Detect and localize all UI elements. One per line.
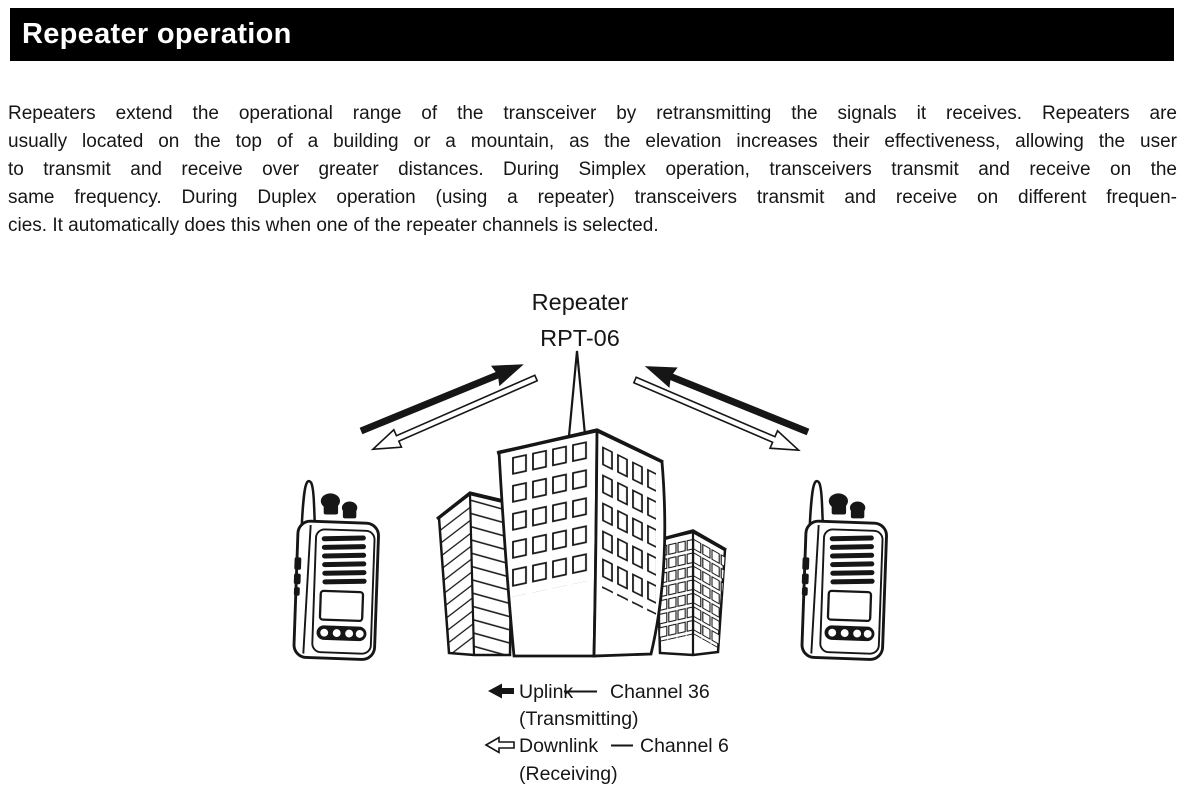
repeater-label: Repeater [531, 289, 629, 315]
legend-uplink-channel: Channel 36 [610, 681, 710, 703]
center-building [497, 430, 665, 656]
downlink-arrow-to-right-radio [631, 371, 802, 459]
paragraph-line: cies. It automatically does this when one of the repeater channels is selected. [8, 215, 659, 236]
left-building [437, 491, 512, 667]
legend [486, 681, 729, 785]
downlink-arrow-icon [486, 738, 514, 753]
repeater-antenna-icon [569, 351, 585, 436]
paragraph-line: Repeaters extend the operational range of the transceiver by retransmitting the signals it receives. Repeaters are [8, 103, 1177, 124]
paragraph-line: same frequency. During Duplex operation (using a repeater) transceivers transmit and receive on different frequen- [8, 187, 1177, 208]
right-transceiver-icon [799, 481, 887, 660]
legend-downlink-label: Downlink [519, 735, 599, 757]
paragraph-line: to transmit and receive over greater distances. During Simplex operation, transceivers transmit and receive on the [8, 159, 1177, 180]
page-title: Repeater operation [22, 18, 292, 50]
left-transceiver-icon [291, 481, 379, 660]
uplink-arrow-icon [488, 684, 514, 699]
legend-uplink-label: Uplink [519, 681, 574, 703]
legend-uplink-mode: (Transmitting) [519, 708, 639, 730]
uplink-arrow-from-left-radio [357, 354, 528, 441]
section-header [10, 8, 1174, 61]
repeater-diagram [0, 260, 1184, 797]
legend-downlink-channel: Channel 6 [640, 735, 729, 757]
intro-paragraph [8, 100, 1177, 240]
uplink-arrow-from-right-radio [641, 356, 812, 442]
repeater-model-label: RPT-06 [540, 325, 620, 351]
legend-downlink-mode: (Receiving) [519, 763, 618, 785]
paragraph-line: usually located on the top of a building or a mountain, as the elevation increases their effectiveness, allowing the user [8, 131, 1177, 152]
